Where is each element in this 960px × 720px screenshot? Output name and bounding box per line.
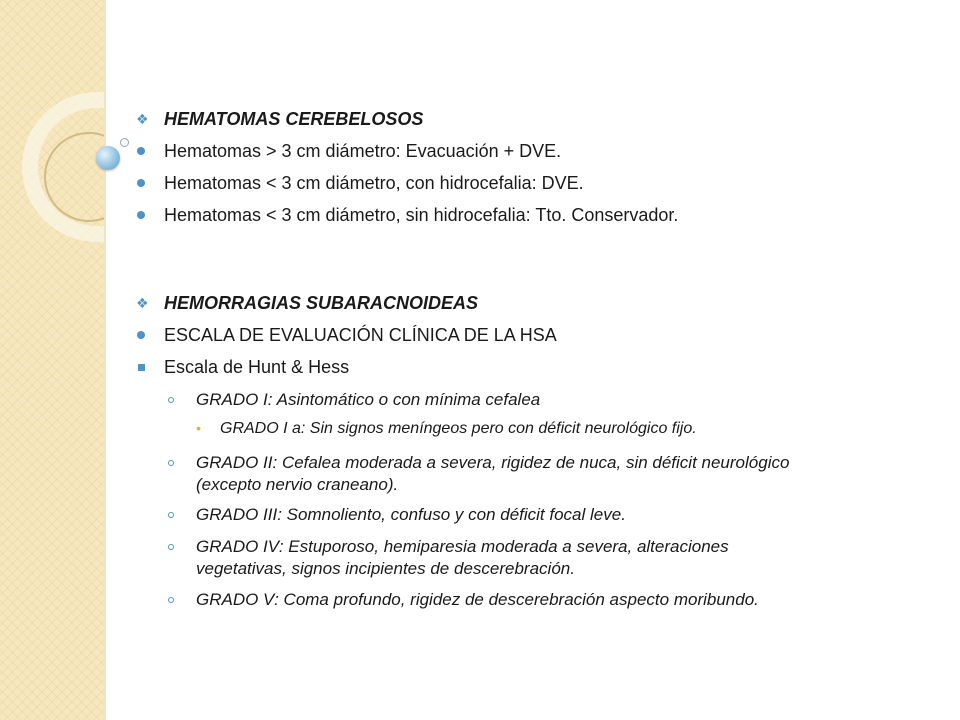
section1-item-2: Hematomas < 3 cm diámetro, con hidrocefalia: DVE. [164,173,584,193]
section1-item-1: Hematomas > 3 cm diámetro: Evacuación + DVE. [164,141,562,161]
scale-title: ESCALA DE EVALUACIÓN CLÍNICA DE LA HSA [164,325,557,345]
square-bullet-icon [138,364,145,371]
ring-bullet-icon [168,544,174,550]
circle-bullet-icon [137,147,145,155]
grade-1: GRADO I: Asintomático o con mínima cefalea [196,390,541,409]
circle-bullet-icon [137,179,145,187]
grade-5: GRADO V: Coma profundo, rigidez de descerebración aspecto moribundo. [196,590,759,609]
circle-bullet-icon [137,211,145,219]
grade-4-line2: vegetativas, signos incipientes de descerebración. [196,559,575,578]
grade-1a: GRADO I a: Sin signos meníngeos pero con déficit neurológico fijo. [220,420,697,437]
small-dot-bullet-icon: • [196,420,201,436]
section2-heading: HEMORRAGIAS SUBARACNOIDEAS [164,293,479,313]
grade-2-line2: (excepto nervio craneano). [196,475,399,494]
ring-bullet-icon [168,460,174,466]
circle-bullet-icon [137,331,145,339]
section1-heading: HEMATOMAS CEREBELOSOS [164,109,424,129]
ring-bullet-icon [168,397,174,403]
ring-bullet-icon [168,597,174,603]
scale-name: Escala de Hunt & Hess [164,357,350,377]
diamond-bullet-icon: ❖ [136,295,149,311]
grade-2-line1: GRADO II: Cefalea moderada a severa, rigidez de nuca, sin déficit neurológico [196,453,790,472]
grade-4-line1: GRADO IV: Estuporoso, hemiparesia moderada a severa, alteraciones [196,537,729,556]
diamond-bullet-icon: ❖ [136,111,149,127]
grade-3: GRADO III: Somnoliento, confuso y con déficit focal leve. [196,505,626,524]
ring-bullet-icon [168,512,174,518]
section1-item-3: Hematomas < 3 cm diámetro, sin hidrocefalia: Tto. Conservador. [164,205,679,225]
